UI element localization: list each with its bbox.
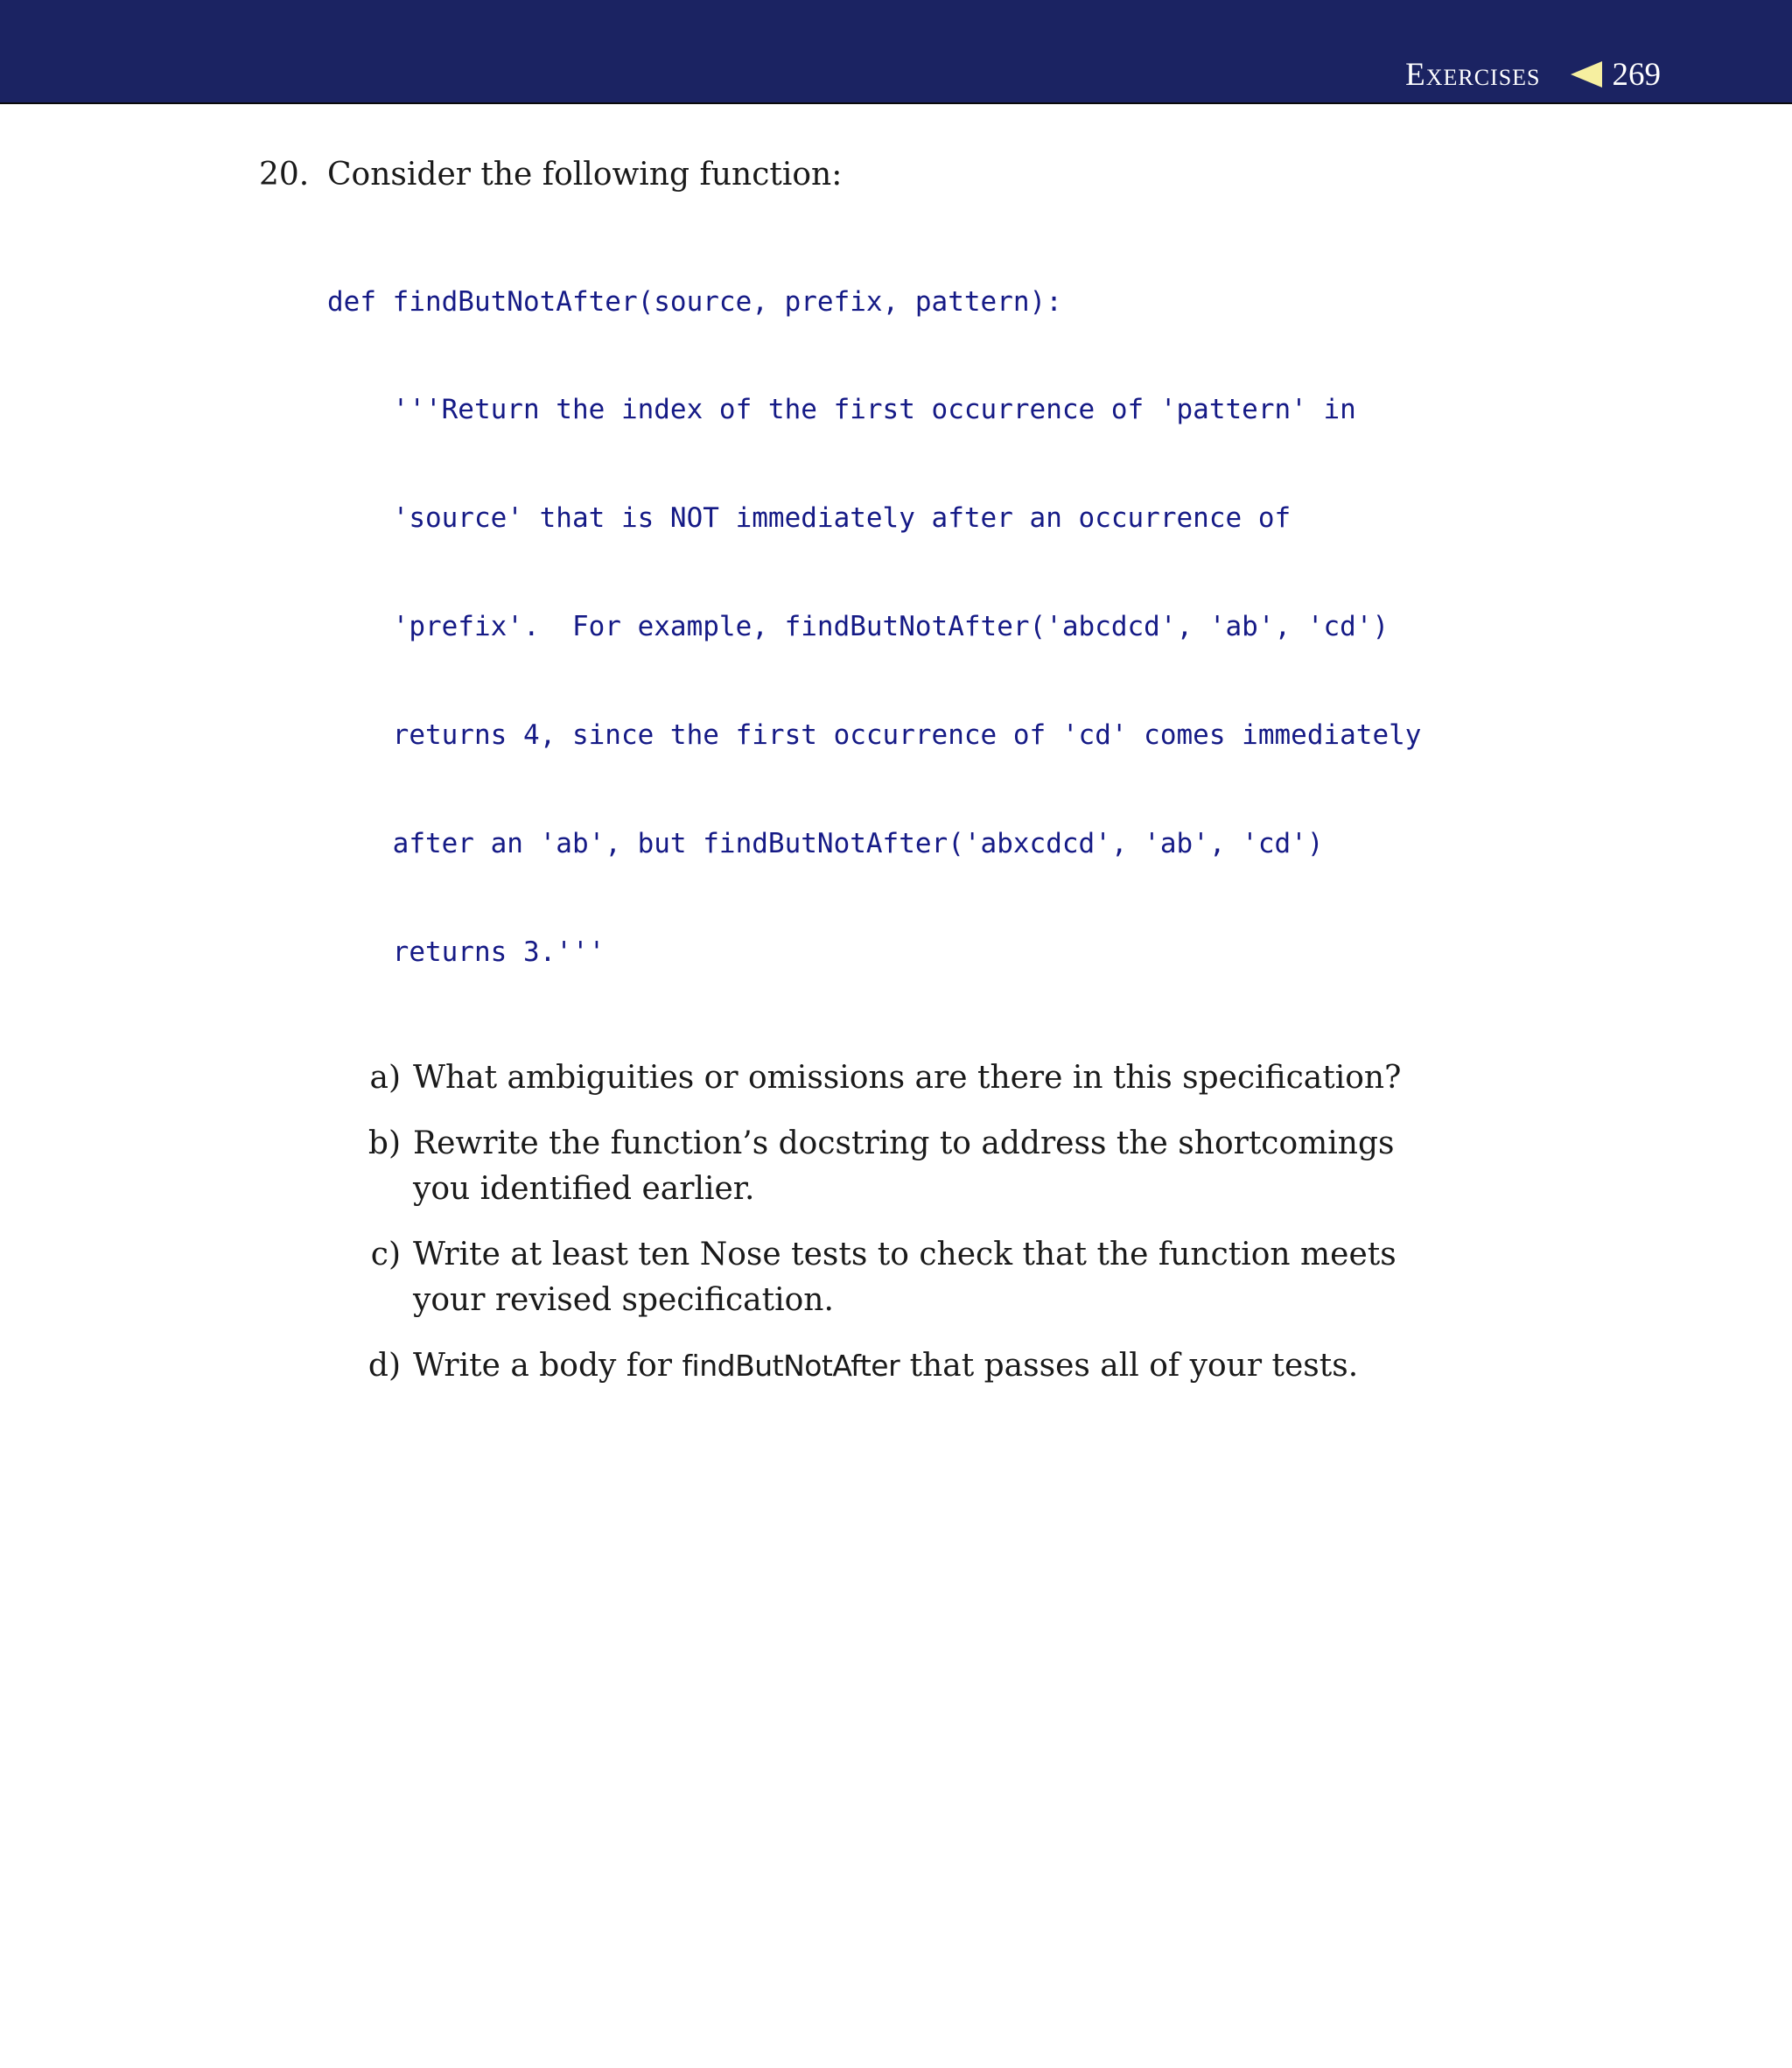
exercise-intro: Consider the following function:	[327, 157, 843, 193]
subpart-d	[355, 1343, 1484, 1389]
subpart-text-after: that passes all of your tests.	[909, 1347, 1359, 1384]
subpart-list	[355, 1055, 1484, 1389]
running-head	[1405, 53, 1661, 96]
left-pointer-icon	[1571, 61, 1602, 88]
subpart-text: What ambiguities or omissions are there in this specification?	[413, 1059, 1402, 1096]
subpart-label: a)	[369, 1059, 401, 1096]
subpart-label: d)	[368, 1347, 401, 1384]
exercise-heading	[259, 149, 1484, 201]
exercise-20	[259, 149, 1484, 1409]
subpart-c	[355, 1232, 1484, 1323]
subpart-a	[355, 1055, 1484, 1101]
exercise-number: 20.	[259, 157, 310, 193]
subpart-label: b)	[368, 1125, 401, 1161]
code-line: def findButNotAfter(source, prefix, pattern):	[327, 285, 1062, 318]
code-line: 'source' that is NOT immediately after an occurrence of	[327, 502, 1292, 535]
subpart-text: Rewrite the function’s docstring to address the shortcomings you identified earlier.	[413, 1125, 1395, 1207]
subpart-b	[355, 1121, 1484, 1212]
code-line: 'prefix'. For example, findButNotAfter('abcdcd', 'ab', 'cd')	[327, 611, 1390, 643]
code-line: returns 4, since the first occurrence of 'cd' comes immediately	[327, 719, 1422, 752]
code-listing	[327, 212, 1484, 1043]
header-band	[0, 0, 1792, 104]
code-line: returns 3.'''	[327, 936, 606, 968]
page-number: 269	[1612, 56, 1661, 93]
subpart-text-before: Write a body for	[413, 1347, 672, 1384]
code-line: '''Return the index of the first occurrence of 'pattern' in	[327, 394, 1356, 426]
inline-function-name: findButNotAfter	[682, 1348, 900, 1383]
subpart-text	[413, 1343, 1410, 1389]
section-title: Exercises	[1405, 56, 1541, 93]
code-line: after an 'ab', but findButNotAfter('abxcdcd', 'ab', 'cd')	[327, 828, 1324, 860]
subpart-label: c)	[370, 1236, 401, 1272]
subpart-text: Write at least ten Nose tests to check that the function meets your revised specification.	[413, 1236, 1396, 1318]
